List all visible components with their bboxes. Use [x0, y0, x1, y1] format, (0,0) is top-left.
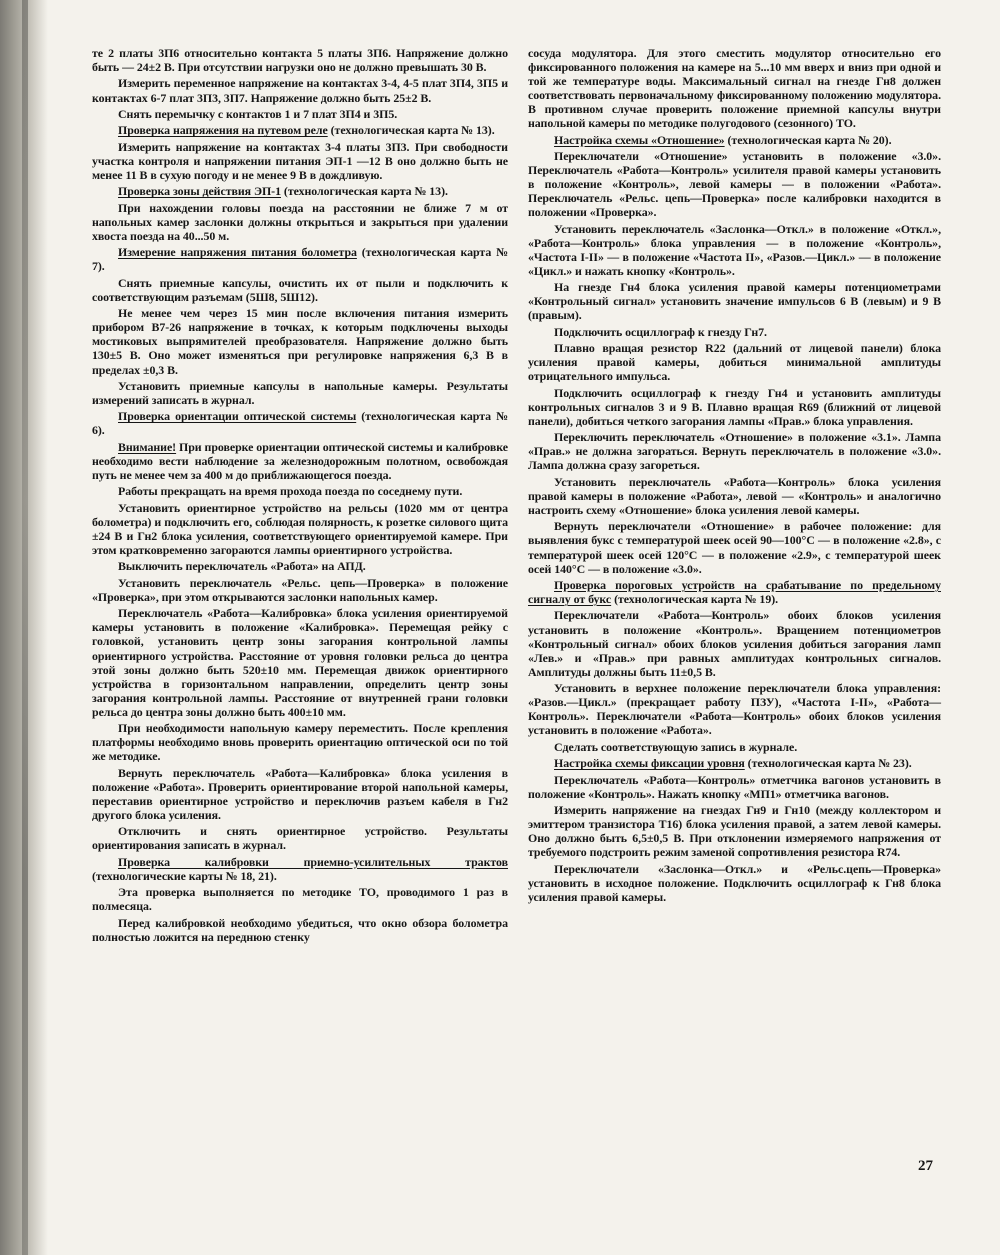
text-paragraph [528, 740, 941, 754]
paragraph-text: (технологическая карта № 20). [724, 132, 892, 147]
paragraph-text: Установить приемные капсулы в напольные камеры. Результаты измерений записать в журнал. [92, 378, 508, 407]
text-paragraph [92, 766, 508, 822]
text-paragraph [528, 803, 941, 859]
text-paragraph [528, 149, 941, 219]
text-paragraph [528, 46, 941, 130]
paragraph-text: Не менее чем через 15 мин после включения питания измерить прибором В7-26 напряжение в точках, к которым подключены выходы мостиковых выпрямителей преобразователя. Напряжение должно быть 130±5 В. Оно может изменяться при регулировке напряжения 6,3 В в пределах ±0,3 В. [92, 306, 508, 377]
paragraph-text: Вернуть переключатель «Работа—Калибровка» блока усиления в положение «Работа». Проверить ориентирование второй напольной камеры, переставив ориентирное устройство и переключив разъем кабеля в Гн2 другого блока усиления. [92, 765, 508, 822]
section-heading-paragraph [528, 578, 941, 606]
section-heading-paragraph [92, 184, 508, 198]
paragraph-text: Плавно вращая резистор R22 (дальний от лицевой панели) блока усиления правой камеры, добиться минимальной амплитуды отрицательного импульса. [528, 341, 941, 384]
paragraph-text: (технологическая карта № 6). [92, 409, 508, 438]
paragraph-text: Переключатели «Работа—Контроль» обоих блоков усиления установить в положение «Контроль». Вращением потенциометров «Контрольный сигнал» обоих блоков усиления добиться загорания ламп «Лев.» и «Прав.» при равных амплитудах контрольных сигналов. Амплитуды должны быть 11±0,5 В. [528, 608, 941, 679]
text-paragraph [528, 773, 941, 801]
section-heading-paragraph [92, 440, 508, 482]
text-paragraph [528, 681, 941, 737]
paragraph-text: те 2 платы 3П6 относительно контакта 5 платы 3П6. Напряжение должно быть — 24±2 В. При отсутствии нагрузки оно не должно превышать 30 В. [92, 46, 508, 75]
paragraph-text: (технологическая карта № 19). [611, 592, 779, 607]
section-heading: Настройка схемы фиксации уровня [554, 756, 745, 771]
text-paragraph [92, 824, 508, 852]
text-paragraph [528, 862, 941, 904]
text-paragraph [92, 484, 508, 498]
paragraph-text: Переключатель «Работа—Калибровка» блока усиления ориентируемой камеры установить в положение «Калибровка». Перемещая рейку с головкой, установить центр зоны загорания контрольной лампы ориентирного устройства. Расстояние от уровня головки рельса до центра этой зоны должно быть 520±10 мм. Перемещая движок ориентирного устройства в горизонтальном направлении, определить центр зоны загорания контрольной лампы. Расстояние от внутренней грани головки рельса до центра зоны должно быть 400±10 мм. [92, 606, 508, 719]
text-paragraph [528, 325, 941, 339]
text-paragraph [92, 76, 508, 104]
section-heading: Проверка пороговых устройств на срабатывание по предельному сигналу от букс [528, 577, 941, 607]
binding-shadow [22, 0, 28, 1255]
section-heading: Проверка калибровки приемно-усилительных трактов [118, 854, 508, 869]
paragraph-text: Установить переключатель «Рельс. цепь—Проверка» в положение «Проверка», при этом открываются заслонки напольных камер. [92, 575, 508, 604]
paragraph-text: Вернуть переключатели «Отношение» в рабочее положение: для выявления букс с температурой шеек осей 90—100°С — в положение «2.8», с температурой шеек осей 120°С — в положение «2.9», с температурой шеек осей 140°С — в положение «3.0». [528, 519, 941, 576]
text-paragraph [92, 379, 508, 407]
text-paragraph [92, 885, 508, 913]
paragraph-text: Переключатель «Работа—Контроль» отметчика вагонов установить в положение «Контроль». Нажать кнопку «МП1» отметчика вагонов. [528, 772, 941, 801]
section-heading: Проверка ориентации оптической системы [118, 409, 357, 424]
section-heading-paragraph [92, 855, 508, 883]
text-paragraph [528, 222, 941, 278]
section-heading-paragraph [92, 123, 508, 137]
text-paragraph [92, 46, 508, 74]
text-paragraph [92, 501, 508, 557]
text-paragraph [92, 916, 508, 944]
section-heading-paragraph [92, 245, 508, 273]
paragraph-text: Подключить осциллограф к гнезду Гн4 и установить амплитуды контрольных сигналов 3 и 9 В. Плавно вращая R69 (ближний от лицевой панели), добиться четкого загорания лампы «Прав.» блока управления. [528, 385, 941, 428]
paragraph-text: Снять перемычку с контактов 1 и 7 плат 3П4 и 3П5. [118, 106, 398, 121]
section-heading-paragraph [528, 756, 941, 770]
paragraph-text: Выключить переключатель «Работа» на АПД. [118, 559, 366, 574]
paragraph-text: Установить переключатель «Работа—Контроль» блока усиления правой камеры в положение «Работа», левой — «Контроль» и аналогично настроить схему «Отношение» блока усиления левой камеры. [528, 474, 941, 517]
paragraph-text: Сделать соответствующую запись в журнале. [554, 739, 798, 754]
paragraph-text: (технологическая карта № 23). [744, 756, 912, 771]
text-paragraph [92, 721, 508, 763]
paragraph-text: (технологическая карта № 7). [92, 245, 508, 274]
section-heading: Внимание! [118, 439, 177, 454]
text-paragraph [92, 276, 508, 304]
paragraph-text: (технологическая карта № 13). [280, 184, 448, 199]
right-text-column [528, 46, 941, 906]
page-number: 27 [918, 1158, 933, 1174]
paragraph-text: Переключатели «Отношение» установить в положение «3.0». Переключатель «Работа—Контроль» усилителя правой камеры установить в положение «Контроль», левой камеры — в положении «Работа». Переключатель «Рельс. цепь—Проверка» после калибровки находится в положении «Проверка». [528, 149, 941, 220]
paragraph-text: Измерить переменное напряжение на контактах 3-4, 4-5 плат 3П4, 3П5 и контактах 6-7 плат 3П3, 3П7. Напряжение должно быть 25±2 В. [92, 76, 508, 105]
paragraph-text: сосуда модулятора. Для этого сместить модулятор относительно его фиксированного положения на камере на 5...10 мм вверх и вниз при одной и той же температуре воды. Максимальный сигнал на гнезде Гн8 должен соответствовать первоначальному фиксированному положению модулятора. В противном случае проверить положение приемной капсулы внутри напольной камеры по методике полугодового (сезонного) ТО. [528, 46, 941, 131]
paragraph-text: (технологическая карта № 13). [327, 123, 495, 138]
section-heading: Настройка схемы «Отношение» [554, 132, 725, 147]
paragraph-text: При нахождении головы поезда на расстоянии не ближе 7 м от напольных камер заслонки должны открыться и закрыться при удалении хвоста поезда на 40...50 м. [92, 200, 508, 243]
text-paragraph [92, 140, 508, 182]
paragraph-text: Перед калибровкой необходимо убедиться, что окно обзора болометра полностью ложится на переднюю стенку [92, 915, 508, 944]
text-paragraph [528, 280, 941, 322]
paragraph-text: Работы прекращать на время прохода поезда по соседнему пути. [118, 484, 463, 499]
paragraph-text: Переключить переключатель «Отношение» в положение «3.1». Лампа «Прав.» не должна загораться. Вернуть переключатель в положение «3.0». Лампа должна сразу загореться. [528, 430, 941, 473]
paragraph-text: Подключить осциллограф к гнезду Гн7. [554, 324, 767, 339]
paragraph-text: При необходимости напольную камеру переместить. После крепления платформы необходимо вновь проверить ориентацию оптической оси по той же методике. [92, 721, 508, 764]
paragraph-text: Переключатели «Заслонка—Откл.» и «Рельс.цепь—Проверка» установить в исходное положение. Подключить осциллограф к Гн8 блока усиления правой камеры. [528, 861, 941, 904]
paragraph-text: Измерить напряжение на контактах 3-4 платы 3П3. При свободности участка контроля и напряжении питания ЭП-1 —12 В оно должно быть не менее 11 В в сухую погоду и не менее 9 В в дождливую. [92, 139, 508, 182]
text-paragraph [528, 608, 941, 678]
paragraph-text: Эта проверка выполняется по методике ТО, проводимого 1 раз в полмесяца. [92, 885, 508, 914]
text-paragraph [528, 519, 941, 575]
paragraph-text: При проверке ориентации оптической системы и калибровке необходимо вести наблюдение за железнодорожным полотном, освобождая путь не менее чем за 400 м до приближающегося поезда. [92, 439, 508, 482]
paragraph-text: Установить в верхнее положение переключатели блока управления: «Разов.—Цикл.» (прекращает работу ПЗУ), «Частота I-II», «Работа—Контроль». Переключатели «Работа—Контроль» обоих блоков усиления установить в положение «Работа». [528, 681, 941, 738]
paragraph-text: На гнезде Гн4 блока усиления правой камеры потенциометрами «Контрольный сигнал» установить значение импульсов 6 В (левым) и 9 В (правым). [528, 280, 941, 323]
section-heading-paragraph [92, 409, 508, 437]
paragraph-text: Измерить напряжение на гнездах Гн9 и Гн10 (между коллектором и эмиттером транзистора Т16) блока усиления правой, а затем левой камеры. Оно должно быть 6,5±0,5 В. При отклонении измеряемого напряжения от требуемого подстроить режим заменой сопротивления резистора R74. [528, 803, 941, 860]
text-paragraph [528, 386, 941, 428]
text-paragraph [528, 341, 941, 383]
section-heading-paragraph [528, 133, 941, 147]
paragraph-text: Отключить и снять ориентирное устройство. Результаты ориентирования записать в журнал. [92, 824, 508, 853]
text-paragraph [92, 606, 508, 718]
text-paragraph [92, 576, 508, 604]
text-paragraph [92, 107, 508, 121]
section-heading: Проверка напряжения на путевом реле [118, 123, 328, 138]
section-heading: Проверка зоны действия ЭП-1 [118, 184, 281, 199]
paragraph-text: Установить переключатель «Заслонка—Откл.» в положение «Откл.», «Работа—Контроль» блока управления — в положение «Контроль», «Частота I-II» — в положение «Частота II», «Разов.—Цикл.» — в положение «Цикл.» и нажать кнопку «Контроль». [528, 221, 941, 278]
paragraph-text: Установить ориентирное устройство на рельсы (1020 мм от центра болометра) и подключить его, соблюдая полярность, к розетке силового щита ±24 В и Гн2 блока усиления, соответствующего ориентируемой камере. При этом кратковременно загораются лампы ориентирного устройства. [92, 500, 508, 558]
section-heading: Измерение напряжения питания болометра [118, 245, 357, 260]
paragraph-text: (технологические карты № 18, 21). [92, 868, 277, 883]
text-paragraph [92, 306, 508, 376]
text-paragraph [92, 559, 508, 573]
text-paragraph [92, 201, 508, 243]
text-paragraph [528, 475, 941, 517]
text-paragraph [528, 430, 941, 472]
left-text-column [92, 46, 508, 946]
paragraph-text: Снять приемные капсулы, очистить их от пыли и подключить к соответствующим разъемам (5Ш8, 5Ш12). [92, 275, 508, 304]
